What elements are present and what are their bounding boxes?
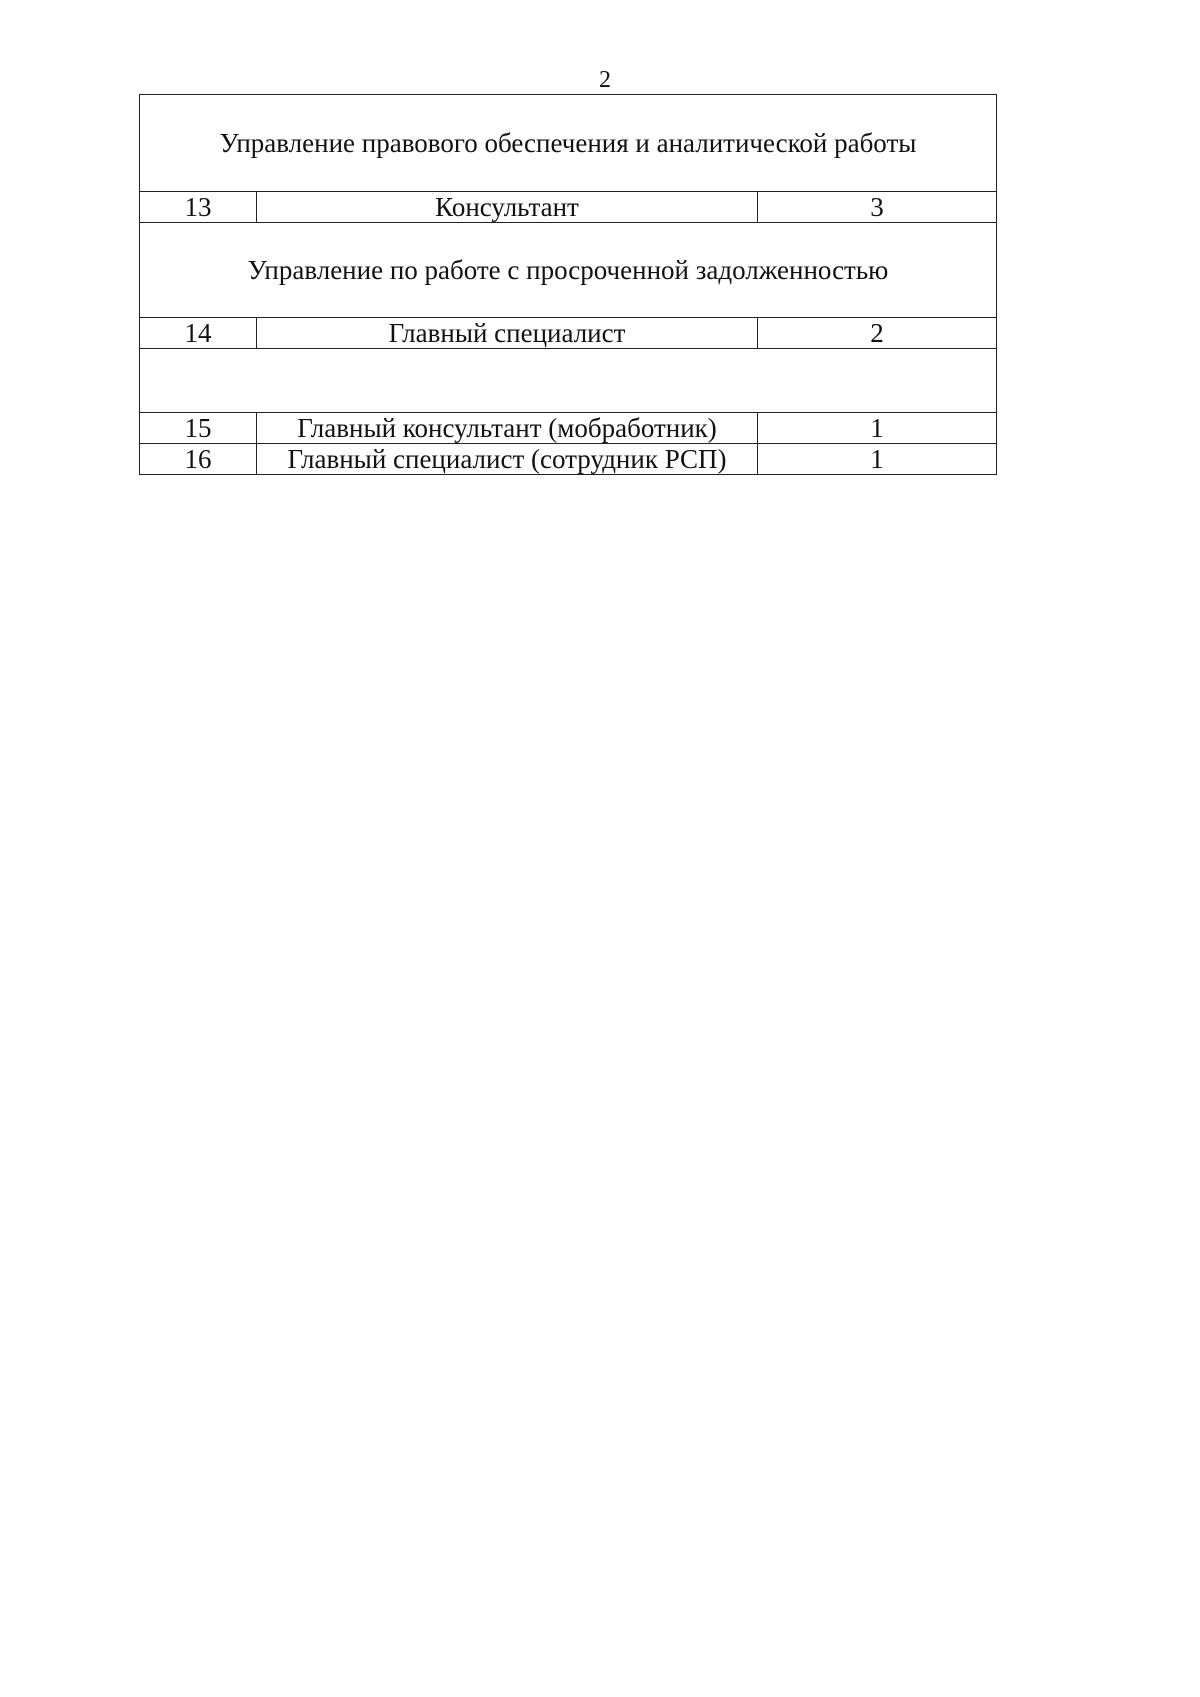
section-row bbox=[140, 95, 997, 192]
section-row-empty bbox=[140, 349, 997, 413]
position-title: Главный консультант (мобработник) bbox=[257, 413, 758, 444]
position-title: Главный специалист bbox=[257, 318, 758, 349]
position-count: 2 bbox=[758, 318, 997, 349]
position-count: 1 bbox=[758, 413, 997, 444]
position-title: Консультант bbox=[257, 192, 758, 223]
row-number: 16 bbox=[140, 444, 257, 475]
section-title: Управление правового обеспечения и аналитической работы bbox=[140, 95, 997, 192]
row-number: 14 bbox=[140, 318, 257, 349]
table-row bbox=[140, 444, 997, 475]
section-row bbox=[140, 223, 997, 318]
position-count: 1 bbox=[758, 444, 997, 475]
table-row bbox=[140, 413, 997, 444]
table-row bbox=[140, 192, 997, 223]
position-title: Главный специалист (сотрудник РСП) bbox=[257, 444, 758, 475]
staffing-table bbox=[139, 94, 997, 475]
table-row bbox=[140, 318, 997, 349]
page-number: 2 bbox=[599, 67, 611, 93]
section-title: Управление по работе с просроченной задолженностью bbox=[140, 223, 997, 318]
row-number: 13 bbox=[140, 192, 257, 223]
position-count: 3 bbox=[758, 192, 997, 223]
section-title bbox=[140, 349, 997, 413]
row-number: 15 bbox=[140, 413, 257, 444]
